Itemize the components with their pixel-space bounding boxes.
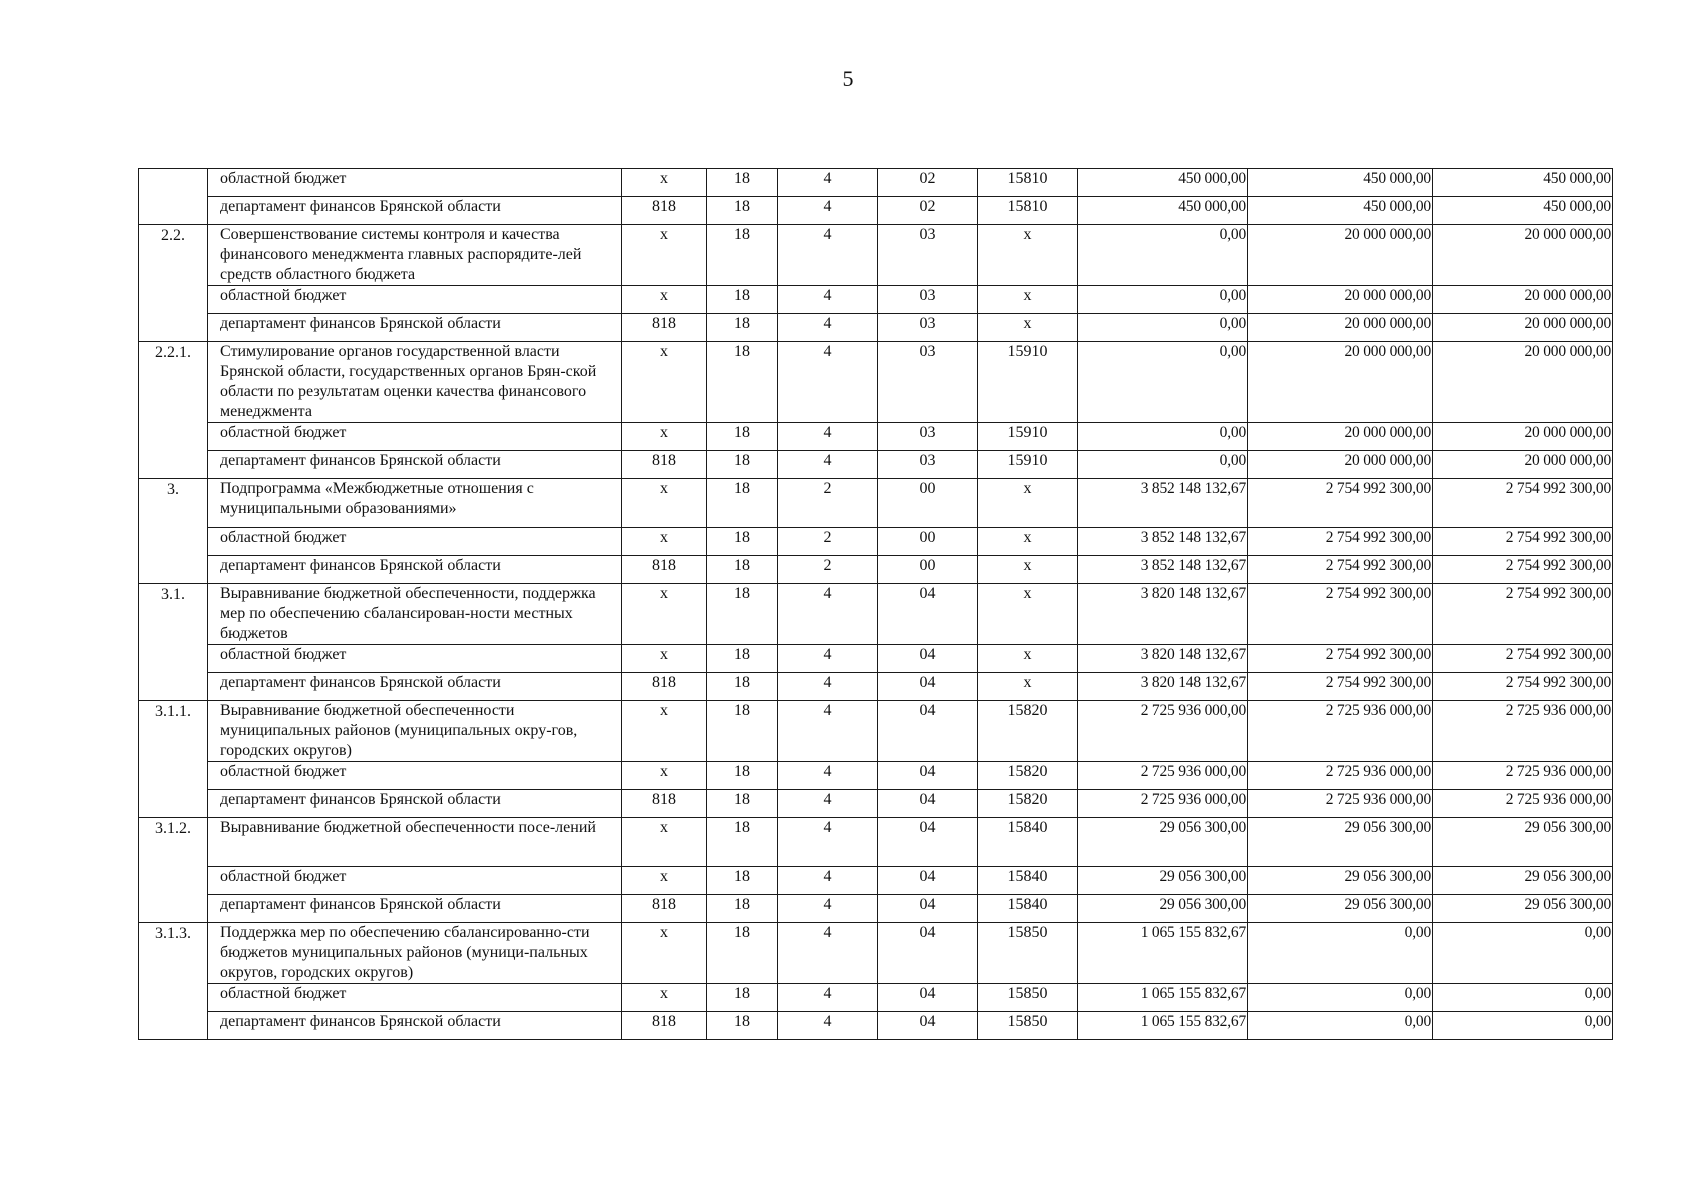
cell-amount-year-2: 450 000,00 xyxy=(1248,197,1433,225)
cell-program-code: 18 xyxy=(707,451,778,479)
cell-program-code: 18 xyxy=(707,867,778,895)
cell-main-event-code: 02 xyxy=(878,197,978,225)
cell-name: Поддержка мер по обеспечению сбалансированно-сти бюджетов муниципальных районов (муници-пальных округов, городских округов) xyxy=(208,923,622,984)
cell-type-code: 4 xyxy=(778,584,878,645)
cell-item-number: 2.2. xyxy=(139,225,208,342)
cell-amount-year-1: 450 000,00 xyxy=(1078,197,1248,225)
table-row xyxy=(139,790,1613,818)
cell-type-code: 4 xyxy=(778,1012,878,1040)
cell-amount-year-3: 2 754 992 300,00 xyxy=(1433,528,1613,556)
cell-grbs: х xyxy=(622,818,707,867)
cell-grbs: х xyxy=(622,169,707,197)
cell-name: Стимулирование органов государственной власти Брянской области, государственных органов Брян-ской области по результатам оценки качества финансового менеджмента xyxy=(208,342,622,423)
cell-amount-year-1: 29 056 300,00 xyxy=(1078,895,1248,923)
cell-program-code: 18 xyxy=(707,762,778,790)
cell-grbs: 818 xyxy=(622,197,707,225)
cell-grbs: х xyxy=(622,645,707,673)
cell-program-code: 18 xyxy=(707,790,778,818)
cell-main-event-code: 04 xyxy=(878,762,978,790)
cell-main-event-code: 03 xyxy=(878,342,978,423)
cell-direction-code: 15820 xyxy=(978,701,1078,762)
cell-main-event-code: 04 xyxy=(878,584,978,645)
cell-name: областной бюджет xyxy=(208,867,622,895)
cell-amount-year-2: 2 754 992 300,00 xyxy=(1248,528,1433,556)
cell-item-number: 3. xyxy=(139,479,208,584)
cell-name: областной бюджет xyxy=(208,286,622,314)
cell-amount-year-3: 20 000 000,00 xyxy=(1433,225,1613,286)
table-row xyxy=(139,556,1613,584)
cell-item-number: 3.1. xyxy=(139,584,208,701)
cell-amount-year-1: 29 056 300,00 xyxy=(1078,818,1248,867)
cell-item-number: 3.1.3. xyxy=(139,923,208,1040)
cell-main-event-code: 04 xyxy=(878,818,978,867)
table-row xyxy=(139,423,1613,451)
budget-table xyxy=(138,168,1613,1040)
cell-amount-year-2: 2 754 992 300,00 xyxy=(1248,556,1433,584)
cell-amount-year-2: 2 754 992 300,00 xyxy=(1248,673,1433,701)
cell-program-code: 18 xyxy=(707,528,778,556)
cell-main-event-code: 04 xyxy=(878,673,978,701)
table-row xyxy=(139,342,1613,423)
cell-main-event-code: 04 xyxy=(878,701,978,762)
cell-program-code: 18 xyxy=(707,556,778,584)
cell-direction-code: 15910 xyxy=(978,423,1078,451)
cell-type-code: 4 xyxy=(778,701,878,762)
cell-amount-year-2: 2 725 936 000,00 xyxy=(1248,701,1433,762)
cell-amount-year-2: 0,00 xyxy=(1248,1012,1433,1040)
cell-type-code: 2 xyxy=(778,479,878,528)
page-number: 5 xyxy=(842,66,854,91)
table-row xyxy=(139,701,1613,762)
table-row xyxy=(139,867,1613,895)
cell-amount-year-3: 0,00 xyxy=(1433,984,1613,1012)
cell-main-event-code: 03 xyxy=(878,286,978,314)
cell-program-code: 18 xyxy=(707,225,778,286)
cell-amount-year-3: 20 000 000,00 xyxy=(1433,423,1613,451)
cell-amount-year-1: 1 065 155 832,67 xyxy=(1078,1012,1248,1040)
cell-amount-year-3: 20 000 000,00 xyxy=(1433,451,1613,479)
cell-main-event-code: 02 xyxy=(878,169,978,197)
cell-direction-code: х xyxy=(978,645,1078,673)
cell-amount-year-1: 1 065 155 832,67 xyxy=(1078,923,1248,984)
cell-name: департамент финансов Брянской области xyxy=(208,451,622,479)
cell-amount-year-3: 2 754 992 300,00 xyxy=(1433,479,1613,528)
cell-main-event-code: 00 xyxy=(878,556,978,584)
cell-amount-year-2: 0,00 xyxy=(1248,923,1433,984)
cell-grbs: х xyxy=(622,762,707,790)
cell-grbs: 818 xyxy=(622,314,707,342)
cell-program-code: 18 xyxy=(707,673,778,701)
table-row xyxy=(139,528,1613,556)
cell-direction-code: х xyxy=(978,556,1078,584)
cell-type-code: 4 xyxy=(778,169,878,197)
cell-direction-code: х xyxy=(978,528,1078,556)
cell-direction-code: 15810 xyxy=(978,169,1078,197)
cell-amount-year-1: 0,00 xyxy=(1078,286,1248,314)
table-row xyxy=(139,314,1613,342)
cell-amount-year-2: 29 056 300,00 xyxy=(1248,867,1433,895)
cell-main-event-code: 04 xyxy=(878,867,978,895)
cell-main-event-code: 03 xyxy=(878,225,978,286)
cell-type-code: 4 xyxy=(778,762,878,790)
cell-name: департамент финансов Брянской области xyxy=(208,1012,622,1040)
cell-amount-year-2: 20 000 000,00 xyxy=(1248,225,1433,286)
table-row xyxy=(139,923,1613,984)
cell-amount-year-3: 450 000,00 xyxy=(1433,169,1613,197)
cell-direction-code: х xyxy=(978,225,1078,286)
cell-amount-year-1: 3 852 148 132,67 xyxy=(1078,528,1248,556)
cell-amount-year-1: 3 820 148 132,67 xyxy=(1078,673,1248,701)
table-row xyxy=(139,1012,1613,1040)
cell-direction-code: 15910 xyxy=(978,451,1078,479)
cell-name: областной бюджет xyxy=(208,528,622,556)
table-row xyxy=(139,673,1613,701)
cell-main-event-code: 04 xyxy=(878,1012,978,1040)
cell-name: областной бюджет xyxy=(208,645,622,673)
cell-grbs: 818 xyxy=(622,451,707,479)
cell-item-number xyxy=(139,169,208,225)
cell-amount-year-2: 20 000 000,00 xyxy=(1248,451,1433,479)
cell-direction-code: 15810 xyxy=(978,197,1078,225)
cell-direction-code: 15820 xyxy=(978,762,1078,790)
cell-amount-year-1: 3 852 148 132,67 xyxy=(1078,479,1248,528)
table-body xyxy=(139,169,1613,1040)
cell-amount-year-2: 20 000 000,00 xyxy=(1248,286,1433,314)
cell-name: Подпрограмма «Межбюджетные отношения с муниципальными образованиями» xyxy=(208,479,622,528)
cell-amount-year-1: 29 056 300,00 xyxy=(1078,867,1248,895)
cell-name: областной бюджет xyxy=(208,169,622,197)
cell-program-code: 18 xyxy=(707,423,778,451)
cell-name: областной бюджет xyxy=(208,423,622,451)
cell-direction-code: 15850 xyxy=(978,1012,1078,1040)
cell-amount-year-2: 0,00 xyxy=(1248,984,1433,1012)
cell-amount-year-3: 2 725 936 000,00 xyxy=(1433,701,1613,762)
table-row xyxy=(139,895,1613,923)
cell-amount-year-3: 2 754 992 300,00 xyxy=(1433,645,1613,673)
cell-type-code: 4 xyxy=(778,673,878,701)
cell-direction-code: 15910 xyxy=(978,342,1078,423)
cell-grbs: х xyxy=(622,286,707,314)
cell-type-code: 4 xyxy=(778,895,878,923)
cell-amount-year-3: 20 000 000,00 xyxy=(1433,286,1613,314)
cell-grbs: х xyxy=(622,584,707,645)
cell-grbs: х xyxy=(622,479,707,528)
cell-item-number: 3.1.1. xyxy=(139,701,208,818)
cell-grbs: 818 xyxy=(622,673,707,701)
cell-program-code: 18 xyxy=(707,479,778,528)
cell-grbs: х xyxy=(622,342,707,423)
cell-amount-year-3: 450 000,00 xyxy=(1433,197,1613,225)
cell-grbs: х xyxy=(622,867,707,895)
cell-amount-year-2: 2 754 992 300,00 xyxy=(1248,584,1433,645)
cell-type-code: 4 xyxy=(778,314,878,342)
cell-type-code: 4 xyxy=(778,286,878,314)
table-row xyxy=(139,645,1613,673)
cell-type-code: 4 xyxy=(778,225,878,286)
cell-amount-year-3: 29 056 300,00 xyxy=(1433,895,1613,923)
cell-name: областной бюджет xyxy=(208,762,622,790)
table-row xyxy=(139,984,1613,1012)
cell-amount-year-1: 2 725 936 000,00 xyxy=(1078,762,1248,790)
cell-type-code: 4 xyxy=(778,197,878,225)
cell-type-code: 4 xyxy=(778,923,878,984)
cell-name: департамент финансов Брянской области xyxy=(208,790,622,818)
cell-direction-code: 15840 xyxy=(978,895,1078,923)
cell-amount-year-1: 3 852 148 132,67 xyxy=(1078,556,1248,584)
cell-amount-year-3: 2 754 992 300,00 xyxy=(1433,673,1613,701)
cell-program-code: 18 xyxy=(707,584,778,645)
table-row xyxy=(139,286,1613,314)
cell-amount-year-2: 2 754 992 300,00 xyxy=(1248,645,1433,673)
cell-amount-year-3: 0,00 xyxy=(1433,923,1613,984)
cell-name: Выравнивание бюджетной обеспеченности муниципальных районов (муниципальных окру-гов, городских округов) xyxy=(208,701,622,762)
cell-type-code: 2 xyxy=(778,556,878,584)
cell-amount-year-2: 450 000,00 xyxy=(1248,169,1433,197)
cell-program-code: 18 xyxy=(707,169,778,197)
cell-grbs: 818 xyxy=(622,895,707,923)
cell-direction-code: х xyxy=(978,314,1078,342)
cell-direction-code: х xyxy=(978,479,1078,528)
cell-name: департамент финансов Брянской области xyxy=(208,895,622,923)
cell-direction-code: 15850 xyxy=(978,923,1078,984)
table-row xyxy=(139,197,1613,225)
cell-item-number: 2.2.1. xyxy=(139,342,208,479)
cell-direction-code: х xyxy=(978,673,1078,701)
cell-grbs: х xyxy=(622,528,707,556)
cell-type-code: 4 xyxy=(778,790,878,818)
cell-amount-year-3: 0,00 xyxy=(1433,1012,1613,1040)
cell-amount-year-3: 20 000 000,00 xyxy=(1433,342,1613,423)
cell-name: Совершенствование системы контроля и качества финансового менеджмента главных распорядите-лей средств областного бюджета xyxy=(208,225,622,286)
cell-amount-year-3: 29 056 300,00 xyxy=(1433,818,1613,867)
cell-program-code: 18 xyxy=(707,895,778,923)
cell-main-event-code: 00 xyxy=(878,528,978,556)
cell-amount-year-3: 2 754 992 300,00 xyxy=(1433,584,1613,645)
cell-program-code: 18 xyxy=(707,923,778,984)
cell-amount-year-1: 0,00 xyxy=(1078,314,1248,342)
cell-program-code: 18 xyxy=(707,314,778,342)
cell-amount-year-2: 20 000 000,00 xyxy=(1248,423,1433,451)
cell-amount-year-2: 20 000 000,00 xyxy=(1248,342,1433,423)
cell-amount-year-2: 2 725 936 000,00 xyxy=(1248,790,1433,818)
cell-program-code: 18 xyxy=(707,818,778,867)
cell-amount-year-3: 29 056 300,00 xyxy=(1433,867,1613,895)
table-row xyxy=(139,479,1613,528)
cell-amount-year-2: 2 725 936 000,00 xyxy=(1248,762,1433,790)
cell-amount-year-1: 3 820 148 132,67 xyxy=(1078,645,1248,673)
cell-main-event-code: 04 xyxy=(878,895,978,923)
table-row xyxy=(139,451,1613,479)
cell-direction-code: 15840 xyxy=(978,818,1078,867)
cell-direction-code: х xyxy=(978,286,1078,314)
cell-name: областной бюджет xyxy=(208,984,622,1012)
cell-amount-year-1: 1 065 155 832,67 xyxy=(1078,984,1248,1012)
cell-amount-year-3: 20 000 000,00 xyxy=(1433,314,1613,342)
cell-amount-year-3: 2 725 936 000,00 xyxy=(1433,762,1613,790)
cell-main-event-code: 04 xyxy=(878,984,978,1012)
cell-main-event-code: 03 xyxy=(878,314,978,342)
cell-main-event-code: 04 xyxy=(878,645,978,673)
cell-amount-year-1: 2 725 936 000,00 xyxy=(1078,790,1248,818)
table-row xyxy=(139,169,1613,197)
cell-name: Выравнивание бюджетной обеспеченности, поддержка мер по обеспечению сбалансирован-ности местных бюджетов xyxy=(208,584,622,645)
cell-type-code: 2 xyxy=(778,528,878,556)
cell-type-code: 4 xyxy=(778,867,878,895)
cell-amount-year-2: 2 754 992 300,00 xyxy=(1248,479,1433,528)
table-row xyxy=(139,762,1613,790)
cell-program-code: 18 xyxy=(707,1012,778,1040)
cell-amount-year-1: 0,00 xyxy=(1078,225,1248,286)
cell-type-code: 4 xyxy=(778,818,878,867)
cell-type-code: 4 xyxy=(778,984,878,1012)
cell-amount-year-1: 3 820 148 132,67 xyxy=(1078,584,1248,645)
cell-program-code: 18 xyxy=(707,342,778,423)
cell-main-event-code: 03 xyxy=(878,423,978,451)
cell-amount-year-2: 29 056 300,00 xyxy=(1248,895,1433,923)
cell-grbs: 818 xyxy=(622,790,707,818)
cell-type-code: 4 xyxy=(778,423,878,451)
cell-direction-code: 15820 xyxy=(978,790,1078,818)
cell-amount-year-3: 2 754 992 300,00 xyxy=(1433,556,1613,584)
cell-program-code: 18 xyxy=(707,984,778,1012)
cell-main-event-code: 04 xyxy=(878,790,978,818)
cell-grbs: х xyxy=(622,701,707,762)
cell-name: Выравнивание бюджетной обеспеченности посе-лений xyxy=(208,818,622,867)
cell-amount-year-1: 0,00 xyxy=(1078,342,1248,423)
cell-grbs: 818 xyxy=(622,556,707,584)
cell-amount-year-1: 0,00 xyxy=(1078,451,1248,479)
cell-direction-code: 15840 xyxy=(978,867,1078,895)
cell-grbs: х xyxy=(622,225,707,286)
cell-name: департамент финансов Брянской области xyxy=(208,673,622,701)
cell-direction-code: 15850 xyxy=(978,984,1078,1012)
cell-type-code: 4 xyxy=(778,342,878,423)
table-row xyxy=(139,584,1613,645)
cell-type-code: 4 xyxy=(778,451,878,479)
cell-direction-code: х xyxy=(978,584,1078,645)
cell-main-event-code: 00 xyxy=(878,479,978,528)
cell-name: департамент финансов Брянской области xyxy=(208,314,622,342)
cell-amount-year-2: 29 056 300,00 xyxy=(1248,818,1433,867)
cell-program-code: 18 xyxy=(707,197,778,225)
cell-amount-year-2: 20 000 000,00 xyxy=(1248,314,1433,342)
cell-item-number: 3.1.2. xyxy=(139,818,208,923)
cell-name: департамент финансов Брянской области xyxy=(208,197,622,225)
cell-name: департамент финансов Брянской области xyxy=(208,556,622,584)
cell-program-code: 18 xyxy=(707,286,778,314)
cell-amount-year-1: 2 725 936 000,00 xyxy=(1078,701,1248,762)
table-row xyxy=(139,225,1613,286)
cell-program-code: 18 xyxy=(707,645,778,673)
cell-type-code: 4 xyxy=(778,645,878,673)
cell-grbs: х xyxy=(622,423,707,451)
table-row xyxy=(139,818,1613,867)
cell-main-event-code: 03 xyxy=(878,451,978,479)
cell-amount-year-1: 450 000,00 xyxy=(1078,169,1248,197)
cell-grbs: х xyxy=(622,984,707,1012)
cell-amount-year-3: 2 725 936 000,00 xyxy=(1433,790,1613,818)
cell-grbs: 818 xyxy=(622,1012,707,1040)
cell-amount-year-1: 0,00 xyxy=(1078,423,1248,451)
cell-program-code: 18 xyxy=(707,701,778,762)
cell-main-event-code: 04 xyxy=(878,923,978,984)
cell-grbs: х xyxy=(622,923,707,984)
